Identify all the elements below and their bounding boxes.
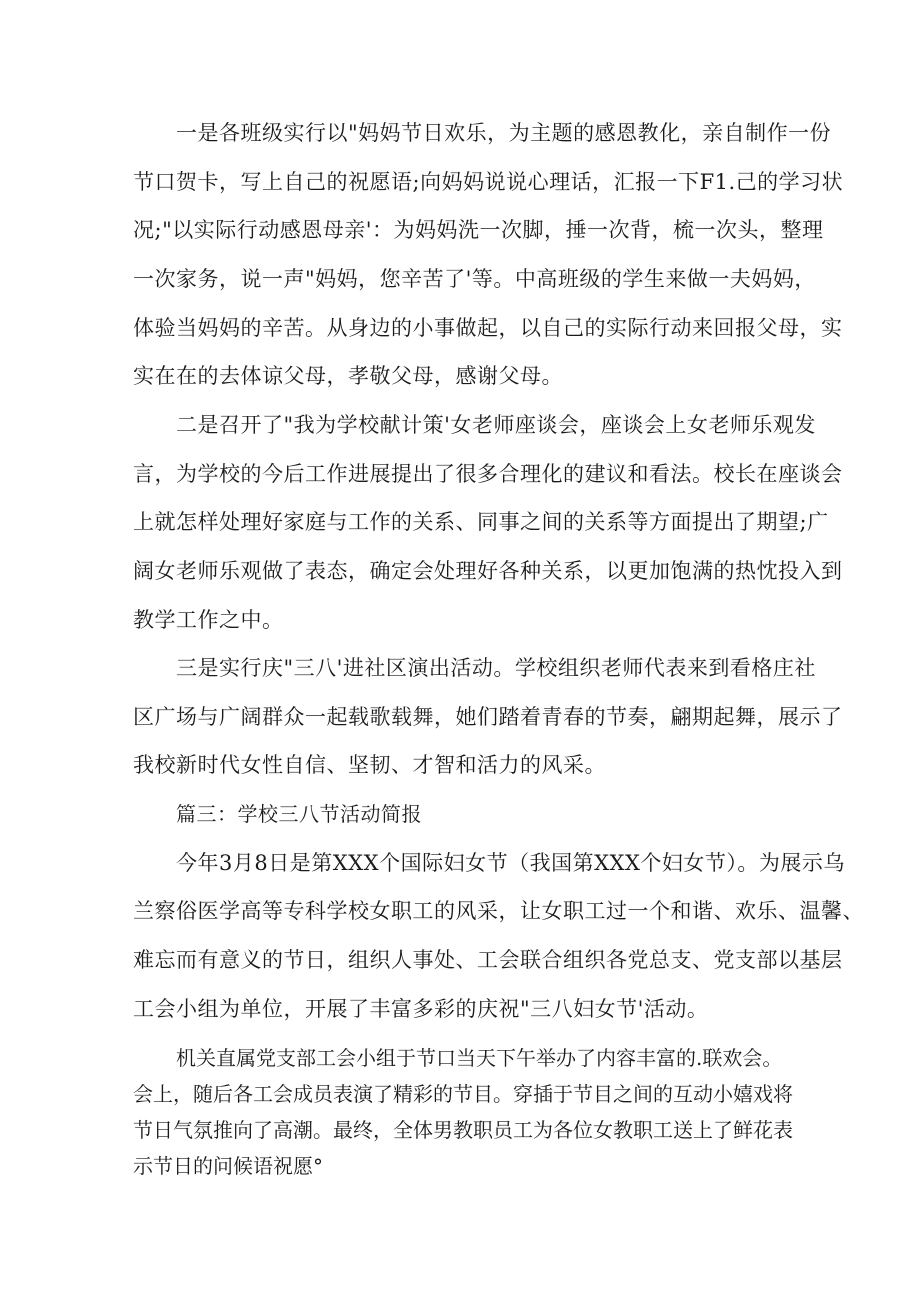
paragraph-5-line-2: 会上，随后各工会成员表演了精彩的节目。穿插于节目之间的互动小嬉戏将: [133, 1082, 793, 1106]
paragraph-5-line-3: 节日气氛推向了高潮。最终，全体男教职员工为各位女教职工送上了鲜花表: [133, 1118, 793, 1142]
paragraph-5-line-4: 示节日的问候语祝愿°: [133, 1154, 323, 1178]
paragraph-2-line-2: 言，为学校的今后工作进展提出了很多合理化的建议和看法。校长在座谈会: [133, 462, 843, 486]
paragraph-1-line-6: 实在在的去体谅父母，孝敬父母，感谢父母。: [133, 364, 563, 388]
paragraph-1-line-1: 一是各班级实行以"妈妈节日欢乐，为主题的感恩教化，亲自制作一份: [176, 121, 832, 145]
paragraph-5-line-1: 机关直属党支部工会小组于节口当天下午举办了内容丰富的.联欢会。: [176, 1046, 783, 1070]
paragraph-4-line-2: 兰察俗医学高等专科学校女职工的风采，让女职工过一个和谐、欢乐、温馨、: [133, 899, 864, 923]
paragraph-3-line-1: 三是实行庆"三八'进社区演出活动。学校组织老师代表来到看格庄社: [176, 656, 816, 680]
paragraph-2-line-1: 二是召开了"我为学校献计策'女老师座谈会，座谈会上女老师乐观发: [176, 413, 816, 437]
paragraph-3-line-3: 我校新时代女性自信、坚韧、才智和活力的风采。: [133, 753, 606, 777]
paragraph-2-line-5: 教学工作之中。: [133, 608, 284, 632]
paragraph-1-line-2: 节口贺卡，写上自己的祝愿语;向妈妈说说心理话，汇报一下F1.己的学习状: [133, 170, 844, 194]
section-heading: 篇三：学校三八节活动简报: [176, 802, 422, 826]
paragraph-1-line-4: 一次家务，说一声"妈妈，您辛苦了'等。中高班级的学生来做一夫妈妈，: [133, 267, 816, 291]
paragraph-1-line-5: 体验当妈妈的辛苦。从身边的小事做起，以自己的实际行动来回报父母，实: [133, 316, 843, 340]
paragraph-4-line-4: 工会小组为单位，开展了丰富多彩的庆祝"三八妇女节'活动。: [133, 997, 709, 1021]
paragraph-1-line-3: 况;"以实际行动感恩母亲'：为妈妈洗一次脚，捶一次背，梳一次头，整理: [133, 218, 824, 242]
paragraph-2-line-4: 阔女老师乐观做了表态，确定会处理好各种关系，以更加饱满的热忱投入到: [133, 559, 843, 583]
paragraph-3-line-2: 区广场与广阔群众一起载歌载舞，她们踏着青春的节奏，翩期起舞，展示了: [133, 705, 843, 729]
paragraph-4-line-1: 今年3月8日是第XXX个国际妇女节（我国第XXX个妇女节）。为展示乌: [176, 851, 845, 875]
paragraph-4-line-3: 难忘而有意义的节日，组织人事处、工会联合组织各党总支、党支部以基层: [133, 948, 843, 972]
paragraph-2-line-3: 上就怎样处理好家庭与工作的关系、同事之间的关系等方面提出了期望;广: [133, 510, 829, 534]
